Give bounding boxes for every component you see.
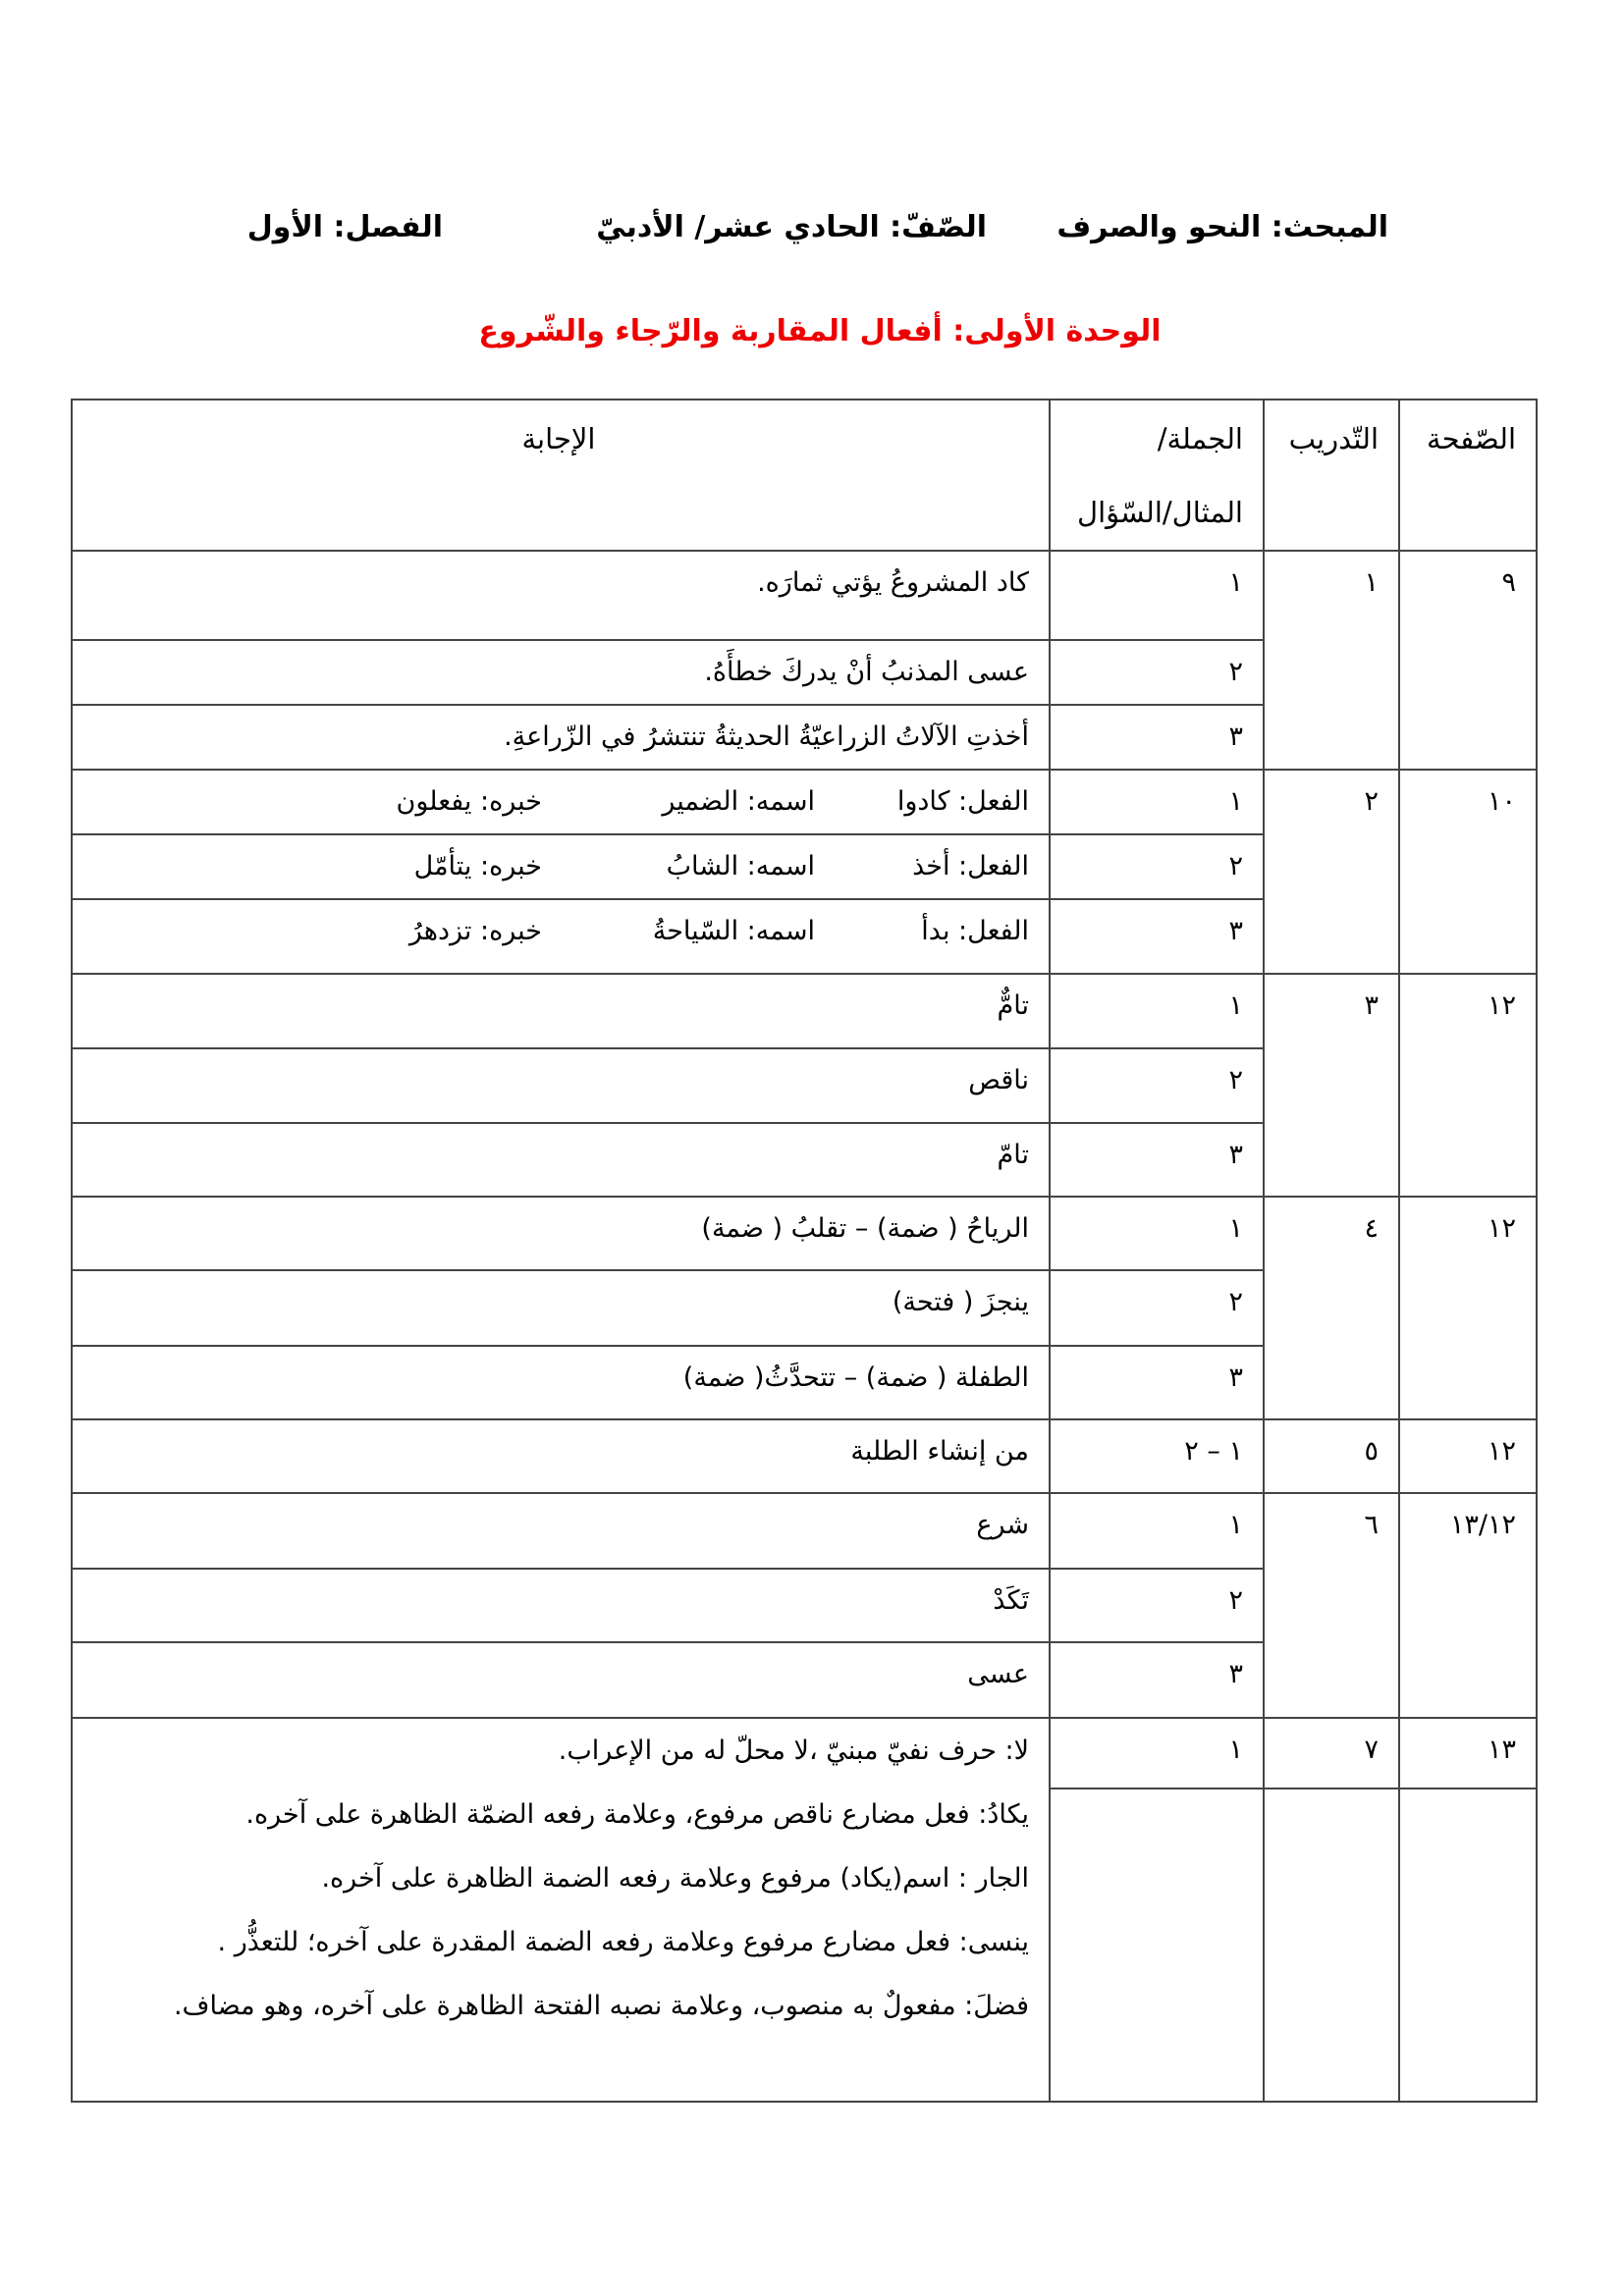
predicate-text: خبره: يفعلون <box>396 786 542 817</box>
unit-title: الوحدة الأولى: أفعال المقاربة والرّجاء والشّروع <box>478 314 1162 348</box>
answer-cell: تَكَدْ <box>72 1569 1050 1642</box>
answer-line: فضلَ: مفعولٌ به منصوب، وعلامة نصبه الفتحة الظاهرة على آخره، وهو مضاف. <box>173 1991 1029 2021</box>
answer-line: ينسى: فعل مضارع مرفوع وعلامة رفعه الضمة المقدرة على آخره؛ للتعذُّر . <box>217 1927 1029 1957</box>
header-exercise: التّدريب <box>1264 400 1399 551</box>
item-cell: ١ <box>1050 974 1264 1048</box>
table-header-row <box>72 400 1537 551</box>
exercise-cell: ٦ <box>1264 1493 1399 1718</box>
header-answer: الإجابة <box>72 400 1050 551</box>
verb-text: الفعل: بدأ <box>921 916 1029 946</box>
subject-label: المبحث: النحو والصرف <box>1056 210 1388 244</box>
header-page: الصّفحة <box>1399 400 1537 551</box>
table-row <box>72 551 1537 640</box>
answer-cell <box>72 770 1050 834</box>
subject-text: اسمه: الشابُ <box>666 851 815 881</box>
table-row <box>72 1718 1537 1789</box>
answer-cell: تامّ <box>72 1123 1050 1197</box>
header-item-line2: المثال/السّؤال <box>1077 496 1243 529</box>
table-row <box>72 1493 1537 1569</box>
table-row <box>72 770 1537 834</box>
page-cell: ١٣/١٢ <box>1399 1493 1537 1718</box>
item-cell: ١ <box>1050 770 1264 834</box>
verb-text: الفعل: أخذ <box>912 851 1029 881</box>
exercise-cell: ٥ <box>1264 1419 1399 1493</box>
answer-cell: عسى المذنبُ أنْ يدركَ خطأَهُ. <box>72 640 1050 705</box>
page-cell: ١٢ <box>1399 1419 1537 1493</box>
answer-cell: شرع <box>72 1493 1050 1569</box>
answer-cell <box>72 1718 1050 2102</box>
subject-text: اسمه: السّياحةُ <box>652 916 815 946</box>
answer-line: يكادُ: فعل مضارع ناقص مرفوع، وعلامة رفعه الضمّة الظاهرة على آخره. <box>245 1799 1029 1830</box>
item-cell: ١ <box>1050 551 1264 640</box>
answer-cell: عسى <box>72 1642 1050 1718</box>
item-cell: ١ <box>1050 1493 1264 1569</box>
header-item-line1: الجملة/ <box>1157 422 1243 455</box>
answer-line: الجار : اسم(يكاد) مرفوع وعلامة رفعه الضمة الظاهرة على آخره. <box>321 1863 1029 1894</box>
answer-cell: ناقص <box>72 1048 1050 1123</box>
answer-line: لا: حرف نفيّ مبنيّ ،لا محلّ له من الإعراب. <box>558 1735 1029 1766</box>
grade-label: الصّفّ: الحادي عشر/ الأدبيّ <box>596 210 987 244</box>
semester-label: الفصل: الأول <box>246 210 443 244</box>
exercise-cell: ٣ <box>1264 974 1399 1197</box>
item-cell: ٢ <box>1050 1048 1264 1123</box>
predicate-text: خبره: يتأمّل <box>413 851 542 881</box>
answer-cell: تامٌّ <box>72 974 1050 1048</box>
answer-cell <box>72 834 1050 899</box>
subject-text: اسمه: الضمير <box>662 786 815 817</box>
header-item <box>1050 400 1264 551</box>
item-cell: ٣ <box>1050 705 1264 770</box>
answer-cell: الطفلة ( ضمة) – تتحدَّثُ( ضمة) <box>72 1346 1050 1419</box>
item-cell: ٣ <box>1050 1346 1264 1419</box>
answers-table <box>71 399 1538 2103</box>
exercise-cell: ٢ <box>1264 770 1399 974</box>
page-cell: ١٣ <box>1399 1718 1537 1789</box>
answer-cell: كاد المشروعُ يؤتي ثمارَه. <box>72 551 1050 640</box>
item-cell: ١ <box>1050 1718 1264 1789</box>
exercise-cell: ١ <box>1264 551 1399 770</box>
page-cell: ٩ <box>1399 551 1537 770</box>
answer-cell: الرياحُ ( ضمة) – تقلبُ ( ضمة) <box>72 1197 1050 1270</box>
item-cell: ٣ <box>1050 899 1264 974</box>
empty-exercise-cell <box>1264 1789 1399 2102</box>
item-cell: ٣ <box>1050 1642 1264 1718</box>
item-cell: ٢ <box>1050 1569 1264 1642</box>
item-cell: ٢ <box>1050 640 1264 705</box>
item-cell: ١ <box>1050 1197 1264 1270</box>
page-cell: ١٢ <box>1399 974 1537 1197</box>
answer-cell <box>72 899 1050 974</box>
answer-cell: أخذتِ الآلاتُ الزراعيّةُ الحديثةُ تنتشرُ في الزّراعةِ. <box>72 705 1050 770</box>
table-row <box>72 974 1537 1048</box>
answer-cell: ينجزَ ( فتحة) <box>72 1270 1050 1346</box>
page-cell: ١٠ <box>1399 770 1537 974</box>
verb-text: الفعل: كادوا <box>896 786 1029 817</box>
empty-page-cell <box>1399 1789 1537 2102</box>
item-cell: ٢ <box>1050 834 1264 899</box>
table-row <box>72 1419 1537 1493</box>
item-cell: ١ – ٢ <box>1050 1419 1264 1493</box>
predicate-text: خبره: تزدهرُ <box>408 916 542 946</box>
empty-item-cell <box>1050 1789 1264 2102</box>
exercise-cell: ٧ <box>1264 1718 1399 1789</box>
item-cell: ٣ <box>1050 1123 1264 1197</box>
answer-cell: من إنشاء الطلبة <box>72 1419 1050 1493</box>
page-cell: ١٢ <box>1399 1197 1537 1419</box>
exercise-cell: ٤ <box>1264 1197 1399 1419</box>
table-row <box>72 1197 1537 1270</box>
item-cell: ٢ <box>1050 1270 1264 1346</box>
